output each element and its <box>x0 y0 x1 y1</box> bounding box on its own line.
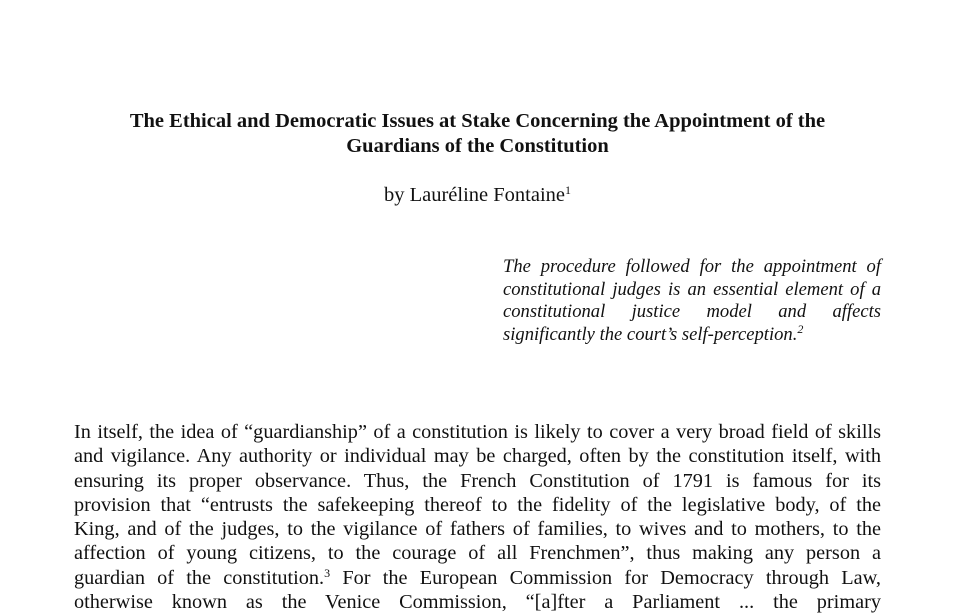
body-paragraph <box>74 420 881 614</box>
paragraph-line: ensuring its proper observance. Thus, the French Constitution of 1791 is famous for its <box>74 469 881 492</box>
epigraph-line-last <box>503 324 881 347</box>
paragraph-line-text: guardian of the constitution. <box>74 566 325 589</box>
document-title <box>74 109 881 159</box>
author-name: by Lauréline Fontaine <box>383 184 566 206</box>
paragraph-line: provision that “entrusts the safekeeping thereof to the fidelity of the legislative body, of the <box>74 493 881 516</box>
paragraph-line-text: For the European Commission for Democracy through Law, <box>342 566 882 589</box>
author-footnote-ref: 1 <box>565 183 572 198</box>
paragraph-line: otherwise known as the Venice Commission, “[a]fter a Parliament ... the primary <box>74 591 881 614</box>
author-byline <box>74 183 881 208</box>
title-line-1: The Ethical and Democratic Issues at Stake Concerning the Appointment of the <box>129 110 826 132</box>
epigraph-line: The procedure followed for the appointment of <box>503 256 881 277</box>
epigraph-footnote-ref: 2 <box>797 322 804 337</box>
paragraph-line: In itself, the idea of “guardianship” of a constitution is likely to cover a very broad field of skills <box>74 421 881 443</box>
paragraph-footnote-ref: 3 <box>324 566 331 581</box>
epigraph-line-text: significantly the court’s self-perception. <box>503 323 798 345</box>
paragraph-line: affection of young citizens, to the courage of all Frenchmen”, thus making any person a <box>74 542 881 565</box>
epigraph-quote <box>503 256 881 346</box>
paragraph-line: King, and of the judges, to the vigilance of fathers of families, to wives and to mothers, to the <box>74 518 881 541</box>
epigraph-line: constitutional judges is an essential element of a <box>503 278 881 300</box>
title-line-2: Guardians of the Constitution <box>346 135 609 157</box>
paragraph-line: and vigilance. Any authority or individual may be charged, often by the constitution itself, with <box>74 445 881 468</box>
paragraph-line-with-footnote <box>74 566 881 590</box>
epigraph-line: constitutional justice model and affects <box>503 301 881 322</box>
